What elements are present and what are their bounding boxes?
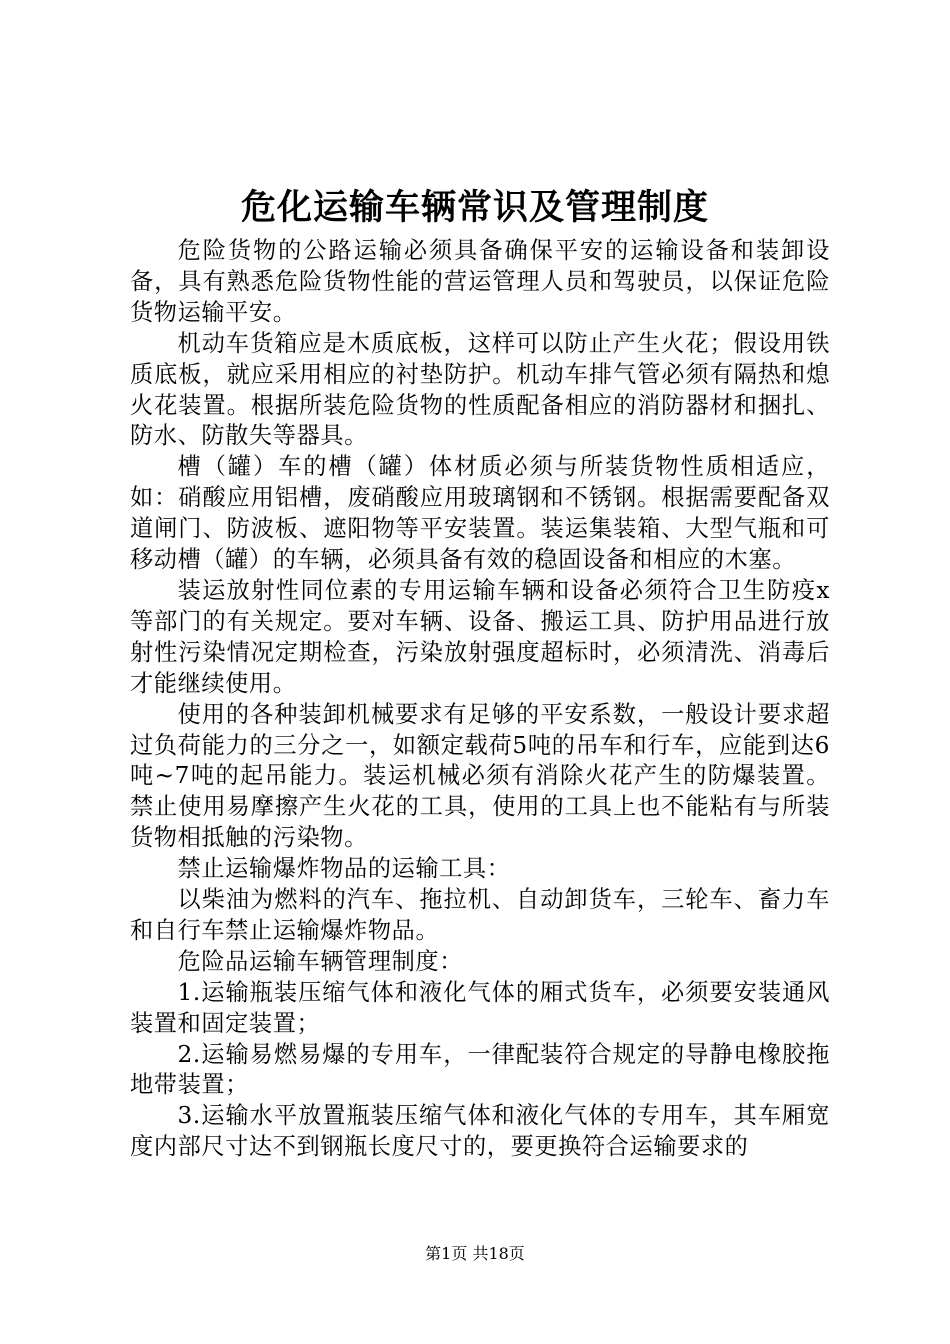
paragraph-3: 槽（罐）车的槽（罐）体材质必须与所装货物性质相适应，如：硝酸应用铝槽，废硝酸应用玻璃钢和不锈钢。根据需要配备双道闸门、防波板、遮阳物等平安装置。装运集装箱、大型气瓶和可移动槽（罐）的车辆，必须具备有效的稳固设备和相应的木塞。 bbox=[130, 453, 830, 574]
paragraph-8: 危险品运输车辆管理制度： bbox=[177, 947, 463, 975]
paragraph-1: 危险货物的公路运输必须具备确保平安的运输设备和装卸设备，具有熟悉危险货物性能的营运管理人员和驾驶员，以保证危险货物运输平安。 bbox=[130, 237, 830, 326]
paragraph-2: 机动车货箱应是木质底板，这样可以防止产生火花；假设用铁质底板，就应采用相应的衬垫防护。机动车排气管必须有隔热和熄火花装置。根据所装危险货物的性质配备相应的消防器材和捆扎、防水、防散失等器具。 bbox=[130, 329, 830, 450]
paragraph-7: 以柴油为燃料的汽车、拖拉机、自动卸货车，三轮车、畜力车和自行车禁止运输爆炸物品。 bbox=[130, 886, 830, 944]
paragraph-4: 装运放射性同位素的专用运输车辆和设备必须符合卫生防疫x等部门的有关规定。要对车辆、设备、搬运工具、防护用品进行放射性污染情况定期检查，污染放射强度超标时，必须清洗、消毒后才能继续使用。 bbox=[130, 576, 830, 697]
list-item-1: 1.运输瓶装压缩气体和液化气体的厢式货车，必须要安装通风装置和固定装置； bbox=[130, 978, 830, 1037]
list-item-2: 2.运输易燃易爆的专用车，一律配装符合规定的导静电橡胶拖地带装置； bbox=[130, 1040, 830, 1099]
list-item-3: 3.运输水平放置瓶装压缩气体和液化气体的专用车，其车厢宽度内部尺寸达不到钢瓶长度尺寸的，要更换符合运输要求的 bbox=[130, 1102, 830, 1161]
page-footer: 第1页 共18页 bbox=[425, 1244, 525, 1263]
document-body bbox=[130, 236, 830, 1163]
paragraph-6: 禁止运输爆炸物品的运输工具： bbox=[177, 855, 511, 883]
paragraph-5: 使用的各种装卸机械要求有足够的平安系数，一般设计要求超过负荷能力的三分之一，如额定载荷5吨的吊车和行车，应能到达6吨~7吨的起吊能力。装运机械必须有消除火花产生的防爆装置。禁止使用易摩擦产生火花的工具，使用的工具上也不能粘有与所装货物相抵触的污染物。 bbox=[130, 700, 830, 852]
document-title: 危化运输车辆常识及管理制度 bbox=[240, 187, 709, 228]
